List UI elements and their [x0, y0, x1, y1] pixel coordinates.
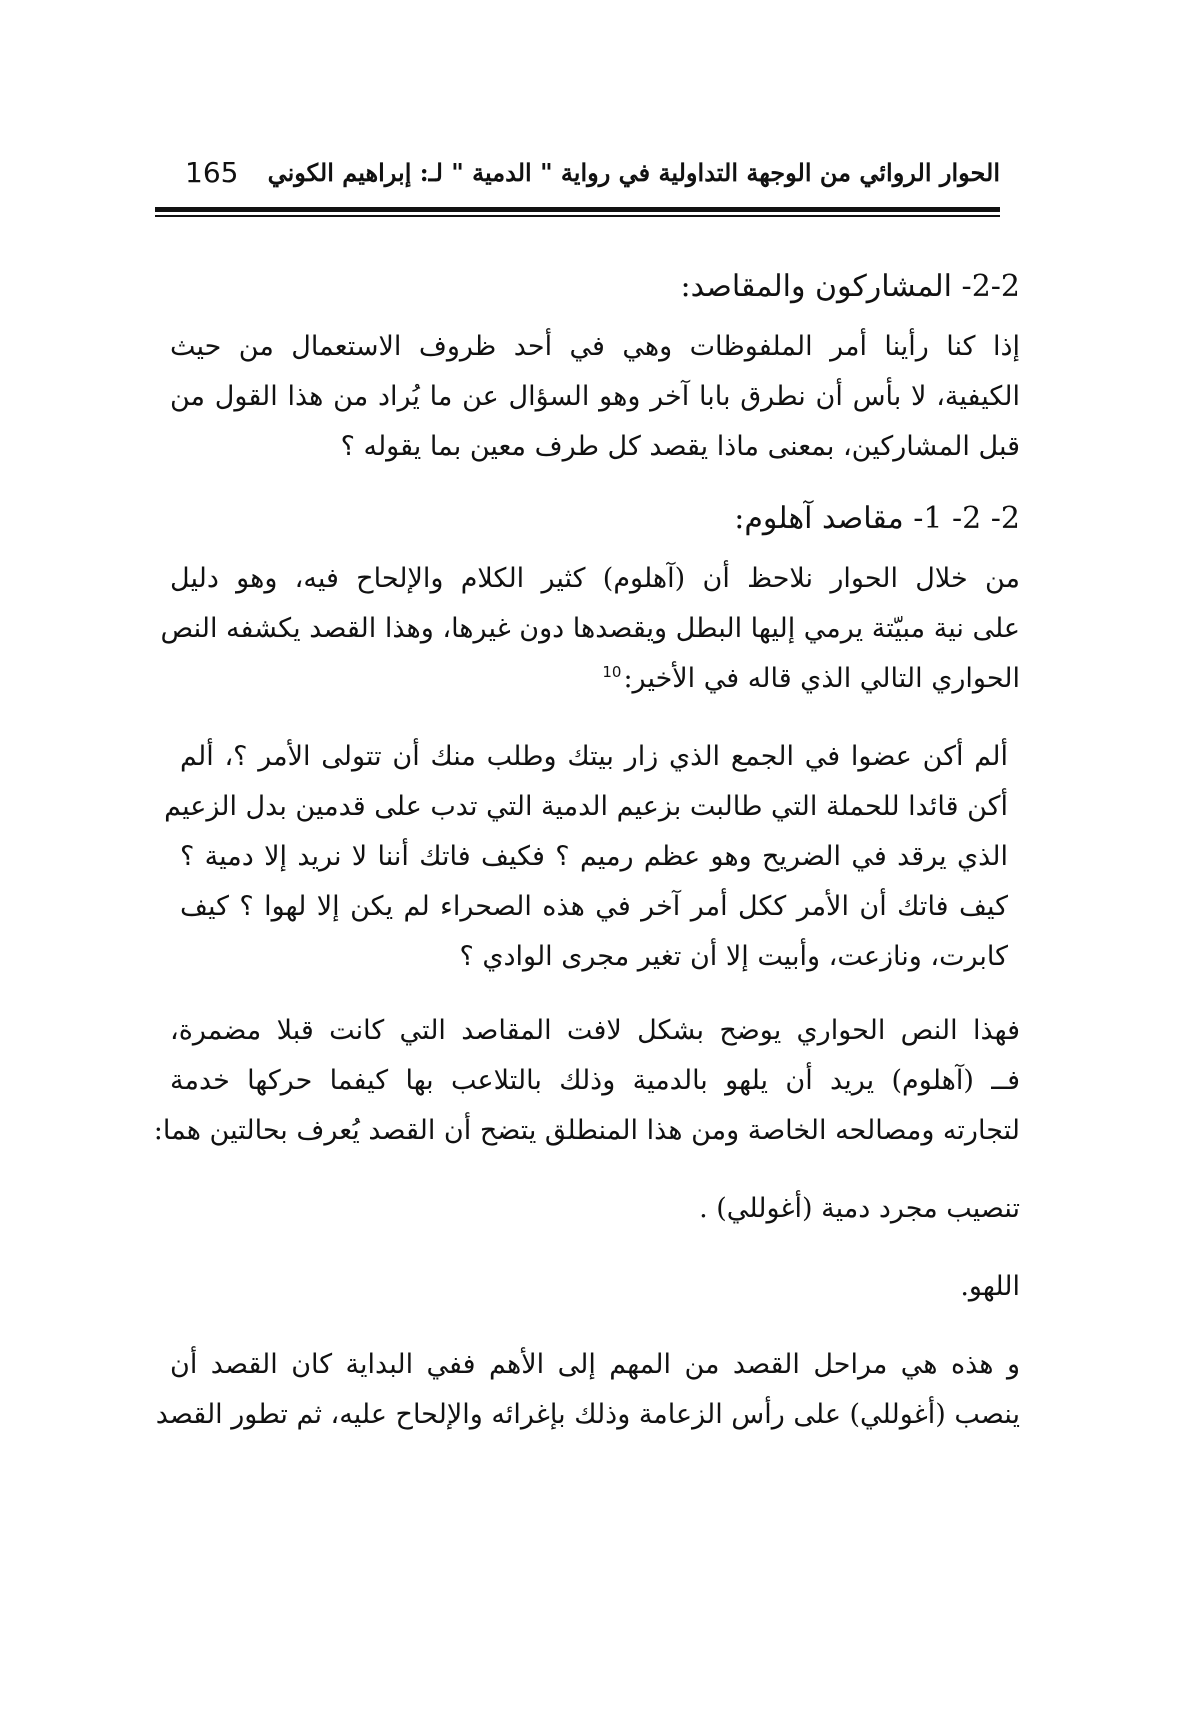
header-rule-thin — [155, 215, 1000, 217]
paragraph-line: فــ (آهلوم) يريد أن يلهو بالدمية وذلك بالتلاعب بها كيفما حركها خدمة — [170, 1065, 1020, 1096]
quote-line: الذي يرقد في الضريح وهو عظم رميم ؟ فكيف فاتك أننا لا نريد إلا دمية ؟ — [180, 841, 1008, 872]
list-item: تنصيب مجرد دمية (أغوللي) . — [699, 1193, 1020, 1224]
paragraph-line: إذا كنا رأينا أمر الملفوظات وهي في أحد ظروف الاستعمال من حيث — [170, 331, 1020, 362]
paragraph-ahlum-intent — [160, 554, 1020, 704]
running-title: الحوار الروائي من الوجهة التداولية في رواية " الدمية " لـ: إبراهيم الكوني — [267, 158, 1000, 187]
page-number: 165 — [185, 156, 239, 189]
paragraph-line: فهذا النص الحواري يوضح بشكل لافت المقاصد التي كانت قبلا مضمرة، — [170, 1015, 1020, 1046]
quote-line: أكن قائدا للحملة التي طالبت بزعيم الدمية التي تدب على قدمين بدل الزعيم — [164, 791, 1008, 822]
footnote-reference: 10 — [602, 663, 622, 681]
paragraph-line: قبل المشاركين، بمعنى ماذا يقصد كل طرف معين بما يقوله ؟ — [340, 431, 1020, 462]
page-header — [155, 150, 1000, 208]
paragraph-participants — [170, 322, 1020, 472]
paragraph-line: من خلال الحوار نلاحظ أن (آهلوم) كثير الكلام والإلحاح فيه، وهو دليل — [170, 563, 1020, 594]
list-item: اللهو. — [960, 1271, 1020, 1302]
paragraph-line: لتجارته ومصالحه الخاصة ومن هذا المنطلق يتضح أن القصد يُعرف بحالتين هما: — [153, 1115, 1020, 1146]
header-rule-thick — [155, 207, 1000, 212]
paragraph-line: و هذه هي مراحل القصد من المهم إلى الأهم ففي البداية كان القصد أن — [170, 1349, 1020, 1380]
paragraph-analysis — [153, 1006, 1020, 1156]
paragraph-line: الكيفية، لا بأس أن نطرق بابا آخر وهو السؤال عن ما يُراد من هذا القول من — [170, 381, 1020, 412]
paragraph-line-text: الحواري التالي الذي قاله في الأخير: — [623, 663, 1020, 694]
page-body — [153, 268, 1020, 1468]
paragraph-line — [170, 654, 1020, 704]
section-heading-2-2-1: 2- 2- 1- مقاصد آهلوم: — [734, 501, 1020, 536]
quote-line: كابرت، ونازعت، وأبيت إلا أن تغير مجرى الوادي ؟ — [459, 941, 1008, 972]
paragraph-conclusion — [155, 1340, 1020, 1440]
paragraph-line: على نية مبيّتة يرمي إليها البطل ويقصدها دون غيرها، وهذا القصد يكشفه النص — [160, 613, 1020, 644]
paragraph-line: ينصب (أغوللي) على رأس الزعامة وذلك بإغرائه والإلحاح عليه، ثم تطور القصد — [155, 1399, 1020, 1430]
quote-line: كيف فاتك أن الأمر ككل أمر آخر في هذه الصحراء لم يكن إلا لهوا ؟ كيف — [180, 891, 1008, 922]
quote-line: ألم أكن عضوا في الجمع الذي زار بيتك وطلب منك أن تتولى الأمر ؟، ألم — [180, 741, 1008, 772]
section-heading-2-2: 2-2- المشاركون والمقاصد: — [680, 269, 1020, 304]
dialogue-quote — [164, 732, 1020, 982]
